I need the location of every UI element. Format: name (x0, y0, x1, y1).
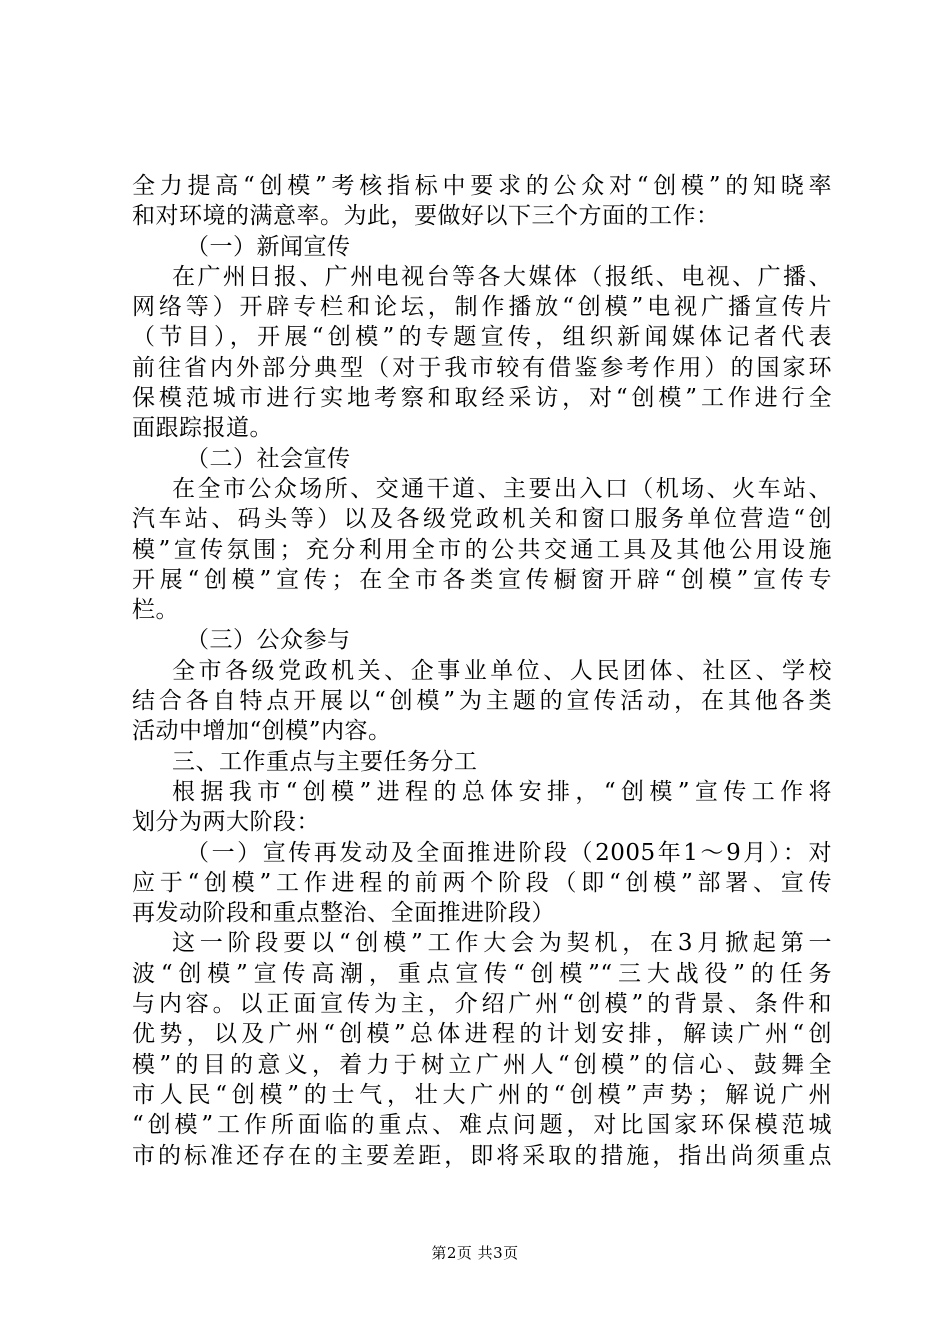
text-line: （节目），开展“创模”的专题宣传，组织新闻媒体记者代表 (132, 324, 832, 351)
text-line: （一）宣传再发动及全面推进阶段（2005年1～9月）：对 (186, 839, 832, 866)
text-line: 栏。 (132, 597, 179, 624)
text-line: （一）新闻宣传 (186, 233, 351, 260)
text-line: （三）公众参与 (186, 627, 351, 654)
text-line: 模”的目的意义，着力于树立广州人“创模”的信心、鼓舞全 (132, 1051, 832, 1078)
text-line: 结合各自特点开展以“创模”为主题的宣传活动，在其他各类 (132, 688, 832, 715)
text-line: 保模范城市进行实地考察和取经采访，对“创模”工作进行全 (132, 385, 832, 412)
text-line: 全力提高“创模”考核指标中要求的公众对“创模”的知晓率 (132, 173, 832, 199)
text-line: 开展“创模”宣传；在全市各类宣传橱窗开辟“创模”宣传专 (132, 566, 832, 593)
text-line: 根据我市“创模”进程的总体安排，“创模”宣传工作将 (172, 778, 832, 805)
document-body (132, 171, 832, 1171)
text-line: 优势，以及广州“创模”总体进程的计划安排，解读广州“创 (132, 1021, 832, 1048)
text-line: 市的标准还存在的主要差距，即将采取的措施，指出尚须重点 (132, 1142, 832, 1169)
text-line: 划分为两大阶段： (132, 809, 320, 836)
text-line: 和对环境的满意率。为此，要做好以下三个方面的工作： (132, 203, 720, 230)
text-line: 与内容。以正面宣传为主，介绍广州“创模”的背景、条件和 (132, 991, 832, 1018)
page-footer: 第2页 共3页 (431, 1244, 519, 1262)
text-line: 波“创模”宣传高潮，重点宣传“创模”“三大战役”的任务 (132, 960, 832, 987)
text-line: 模”宣传氛围；充分利用全市的公共交通工具及其他公用设施 (132, 536, 832, 563)
text-line: 应于“创模”工作进程的前两个阶段（即“创模”部署、宣传 (132, 869, 832, 896)
text-line: 三、工作重点与主要任务分工 (172, 748, 478, 775)
text-line: （二）社会宣传 (186, 445, 351, 472)
text-line: “创模”工作所面临的重点、难点问题，对比国家环保模范城 (132, 1112, 832, 1139)
text-line: 全市各级党政机关、企事业单位、人民团体、社区、学校 (172, 657, 832, 684)
text-line: 网络等）开辟专栏和论坛，制作播放“创模”电视广播宣传片 (132, 294, 832, 321)
text-line: 汽车站、码头等）以及各级党政机关和窗口服务单位营造“创 (132, 506, 832, 533)
text-line: 在广州日报、广州电视台等各大媒体（报纸、电视、广播、 (172, 263, 832, 290)
text-line: 前往省内外部分典型（对于我市较有借鉴参考作用）的国家环 (132, 354, 832, 381)
text-line: 在全市公众场所、交通干道、主要出入口（机场、火车站、 (172, 475, 832, 502)
text-line: 市人民“创模”的士气，壮大广州的“创模”声势；解说广州 (132, 1081, 832, 1108)
text-line: 再发动阶段和重点整治、全面推进阶段） (132, 900, 555, 927)
text-line: 活动中增加“创模”内容。 (132, 718, 392, 745)
text-line: 这一阶段要以“创模”工作大会为契机，在3月掀起第一 (172, 930, 832, 957)
text-line: 面跟踪报道。 (132, 415, 273, 442)
